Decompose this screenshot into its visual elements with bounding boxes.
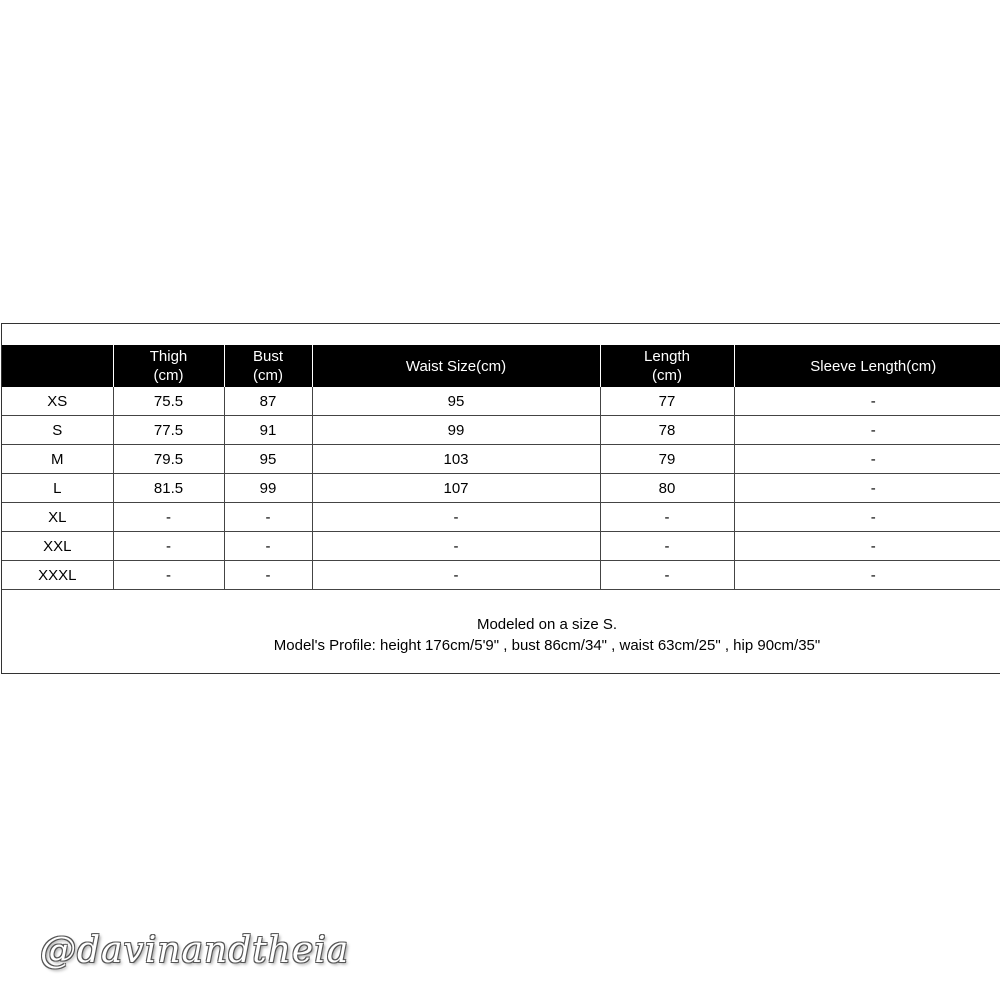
size-label-cell: S <box>2 416 113 445</box>
header-cell <box>312 345 600 387</box>
table-row <box>2 561 1000 590</box>
header-text: Waist Size(cm) <box>405 357 507 375</box>
table-body <box>2 387 1000 590</box>
table-cell: - <box>734 561 1000 590</box>
size-chart <box>1 323 1000 674</box>
table-cell: 99 <box>312 416 600 445</box>
header-text: (cm) <box>153 367 184 384</box>
table-cell: 103 <box>312 445 600 474</box>
header-text: Length <box>644 348 690 365</box>
table-cell: 77 <box>600 387 734 416</box>
note-line-1: Modeled on a size S. <box>476 616 618 633</box>
table-cell: - <box>312 561 600 590</box>
table-cell: - <box>600 532 734 561</box>
size-label-cell: M <box>2 445 113 474</box>
header-text: Bust <box>252 348 283 365</box>
size-label-cell: XL <box>2 503 113 532</box>
table-cell: 87 <box>224 387 312 416</box>
note-line-2: Model's Profile: height 176cm/5'9" , bust 86cm/34" , waist 63cm/25" , hip 90cm/35" <box>273 637 821 654</box>
table-cell: 99 <box>224 474 312 503</box>
table-cell: - <box>734 532 1000 561</box>
table-cell: - <box>224 532 312 561</box>
table-cell: 75.5 <box>113 387 224 416</box>
header-cell <box>734 345 1000 387</box>
table-cell: - <box>600 561 734 590</box>
table-row <box>2 474 1000 503</box>
table-cell: 77.5 <box>113 416 224 445</box>
table-row <box>2 532 1000 561</box>
header-row <box>2 345 1000 387</box>
table-cell: 79 <box>600 445 734 474</box>
table-cell: - <box>113 503 224 532</box>
header-text: (cm) <box>253 367 283 384</box>
table-cell: 107 <box>312 474 600 503</box>
table-cell: 95 <box>224 445 312 474</box>
watermark: @davinandtheia <box>40 930 350 971</box>
table-cell: 81.5 <box>113 474 224 503</box>
table-cell: 80 <box>600 474 734 503</box>
table-cell: - <box>312 503 600 532</box>
table-cell: - <box>312 532 600 561</box>
table-row <box>2 387 1000 416</box>
table-cell: - <box>113 561 224 590</box>
table-cell: - <box>734 416 1000 445</box>
size-label-cell: XXXL <box>2 561 113 590</box>
table-row <box>2 445 1000 474</box>
header-cell <box>113 345 224 387</box>
header-text: Thigh <box>149 348 188 365</box>
table-cell: - <box>734 387 1000 416</box>
table-cell: 95 <box>312 387 600 416</box>
header-text: Sleeve Length(cm) <box>810 357 937 375</box>
header-cell <box>600 345 734 387</box>
header-text: (cm) <box>652 367 682 384</box>
table-cell: - <box>734 474 1000 503</box>
header-cell <box>2 345 113 387</box>
size-label-cell: L <box>2 474 113 503</box>
table-cell: - <box>734 445 1000 474</box>
size-table <box>2 345 1000 590</box>
table-row <box>2 416 1000 445</box>
model-note <box>2 614 1000 656</box>
table-row <box>2 503 1000 532</box>
table-cell: 79.5 <box>113 445 224 474</box>
header-cell <box>224 345 312 387</box>
table-cell: - <box>113 532 224 561</box>
table-cell: 91 <box>224 416 312 445</box>
size-label-cell: XXL <box>2 532 113 561</box>
table-cell: - <box>224 503 312 532</box>
table-cell: - <box>600 503 734 532</box>
size-label-cell: XS <box>2 387 113 416</box>
table-cell: - <box>734 503 1000 532</box>
table-cell: - <box>224 561 312 590</box>
table-cell: 78 <box>600 416 734 445</box>
